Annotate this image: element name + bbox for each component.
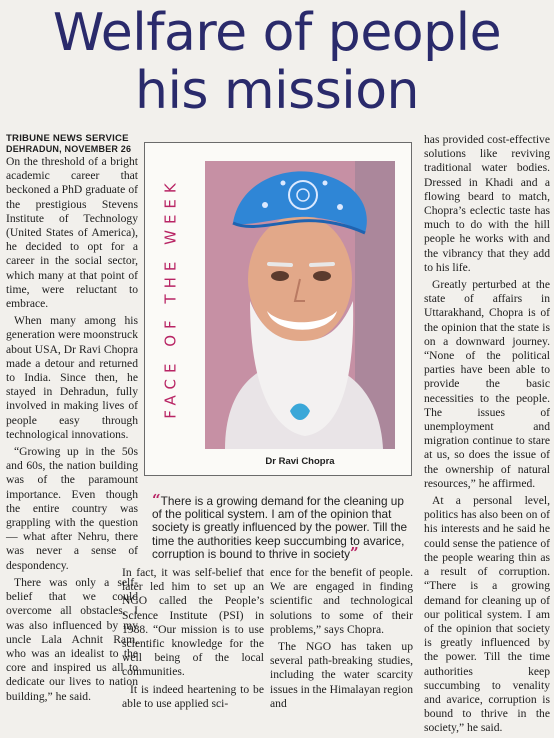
pull-quote-text: There is a growing demand for the cleaning up of the political system. I am of the opinion that society is greatly influenced by the power. Till the time the authorities keep succumbing to avarice, corruption is bound to thrive in society xyxy=(152,494,408,561)
paragraph: In fact, it was self-belief that later led him to set up an NGO called the People’s Science Institute (PSI) in 1988. “Our mission is to use scientific knowledge for the well being of the local communities. xyxy=(122,566,264,679)
article-column-1 xyxy=(6,133,138,707)
close-quote-icon: ” xyxy=(350,543,359,562)
paragraph: There was only a self-belief that we could overcome all obstacles. I was also influenced by my uncle Lala Achnit Ram, who was an idealist to the core and inspired us all to dedicate our lives to nation building,” he said. xyxy=(6,575,138,703)
paragraph: It is indeed heartening to be able to use applied sci- xyxy=(122,682,264,710)
face-of-the-week-label: FACE OF THE WEEK xyxy=(162,177,181,419)
headline-line-2: his mission xyxy=(134,61,420,121)
byline-dateline: DEHRADUN, NOVEMBER 26 xyxy=(6,144,132,154)
paragraph: At a personal level, politics has also been on of his interests and he said he could sense the patience of the people wearing thin as a result of corruption. “There is a growing demand for cleaning up of our political system. I am of the opinion that society is greatly influenced by the power. Till the time authorities keep succumbing to venality and avarice, corruption is bound to thrive in the society,” he said. xyxy=(424,494,550,735)
paragraph: “Growing up in the 50s and 60s, the nation building was of the paramount importance. Even though the entire country was grappling with the question — what after Nehru, there was never a sense of despondency. xyxy=(6,445,138,572)
face-of-the-week-box xyxy=(144,142,412,476)
open-quote-icon: “ xyxy=(152,491,161,509)
paragraph: On the threshold of a bright academic career that beckoned a PhD graduate of the prestigious Stevens Institute of Technology (United States of America), he decided to opt for a career in the social sector, which many at that point of time, were reluctant to embrace. xyxy=(6,155,138,311)
paragraph: The NGO has taken up several path-breaking studies, including the water scarcity issues in the Himalayan region and xyxy=(270,640,413,710)
byline-agency: TRIBUNE NEWS SERVICE xyxy=(6,133,129,144)
article-column-3 xyxy=(270,566,413,714)
paragraph: has provided cost-effective solutions like reviving traditional water bodies. Dressed in Khadi and a flowing beard to match, Chopra’s eclectic taste has much to do with the hill people he works with and the vibrancy that they add to his life. xyxy=(424,133,550,274)
article-column-4 xyxy=(424,133,550,738)
portrait-illustration xyxy=(205,161,395,449)
portrait-photo xyxy=(205,161,395,449)
paragraph: When many among his generation were moonstruck about USA, Dr Ravi Chopra made a detour and returned to India. Since then, he stayed in Dehradun, fully involved in making lives of people easy through technological innovations. xyxy=(6,314,138,441)
article-column-2 xyxy=(122,566,264,714)
photo-caption: Dr Ravi Chopra xyxy=(265,456,335,467)
paragraph: ence for the benefit of people. We are engaged in finding scientific and technological solutions to some of their problems,” says Chopra. xyxy=(270,566,413,636)
paragraph: Greatly perturbed at the state of affairs in Uttarakhand, Chopra is of the opinion that the state is on a downward journey. “None of the political parties have been able to provide the basic necessities to the people. The issues of unemployment and migration continue to stare at us, so does the issue of the ownership of natural resources,” he affirmed. xyxy=(424,278,550,490)
pull-quote xyxy=(152,491,410,562)
headline xyxy=(0,4,554,120)
headline-line-1: Welfare of people xyxy=(52,3,502,63)
